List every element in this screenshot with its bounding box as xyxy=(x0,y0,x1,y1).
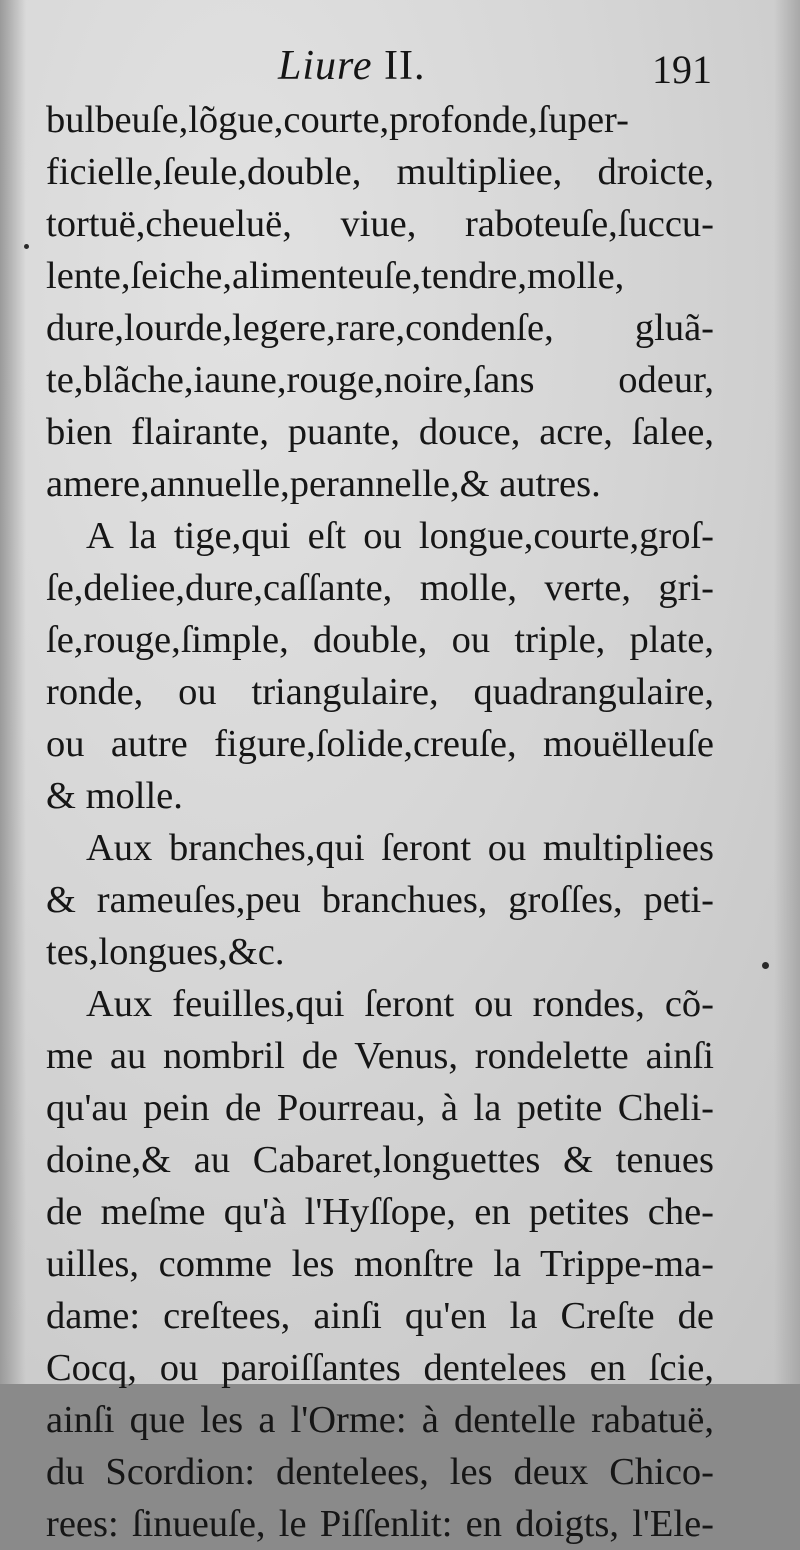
text-line: te,blãche,iaune,rouge,noire,ſans odeur, xyxy=(46,359,714,401)
text-line: uilles, comme les monſtre la Trippe-ma- xyxy=(46,1243,714,1285)
text-line: & molle. xyxy=(46,775,183,817)
text-line: me au nombril de Venus, rondelette ainſi xyxy=(46,1035,714,1077)
ink-spot xyxy=(24,244,29,249)
text-line: ſe,deliee,dure,caſſante, molle, verte, gri- xyxy=(46,567,714,609)
text-line: de meſme qu'à l'Hyſſope, en petites che- xyxy=(46,1191,714,1233)
text-line: Cocq, ou paroiſſantes dentelees en ſcie, xyxy=(46,1347,714,1389)
text-line: ſe,rouge,ſimple, double, ou triple, plate, xyxy=(46,619,714,661)
right-edge-shadow xyxy=(774,0,800,1384)
body-text xyxy=(46,94,714,1550)
text-line: bulbeuſe,lõgue,courte,profonde,ſuper- xyxy=(46,99,629,141)
text-line: ou autre figure,ſolide,creuſe, mouëlleuſe xyxy=(46,723,714,765)
running-head-book-prefix: Liure xyxy=(278,43,373,89)
text-line: rees: ſinueuſe, le Piſſenlit: en doigts, l'Ele- xyxy=(46,1503,714,1545)
paragraph-first-line: Aux branches,qui ſeront ou multipliees xyxy=(86,827,714,869)
text-line: tes,longues,&c. xyxy=(46,931,285,973)
text-line: & rameuſes,peu branchues, groſſes, peti- xyxy=(46,879,714,921)
paragraph-first-line: Aux feuilles,qui ſeront ou rondes, cõ- xyxy=(86,983,714,1025)
page-header xyxy=(46,42,714,92)
text-line: dame: creſtees, ainſi qu'en la Creſte de xyxy=(46,1295,714,1337)
text-line: tortuë,cheueluë, viue, raboteuſe,ſuccu- xyxy=(46,203,714,245)
text-line: amere,annuelle,perannelle,& autres. xyxy=(46,463,601,505)
running-head xyxy=(278,42,425,90)
text-line: dure,lourde,legere,rare,condenſe, gluã- xyxy=(46,307,714,349)
text-line: ficielle,ſeule,double, multipliee, droicte, xyxy=(46,151,714,193)
page-number: 191 xyxy=(652,47,712,92)
text-line: ainſi que les a l'Orme: à dentelle rabatuë, xyxy=(46,1399,714,1441)
text-line: ronde, ou triangulaire, quadrangulaire, xyxy=(46,671,714,713)
left-edge-shadow xyxy=(0,0,26,1384)
text-line: doine,& au Cabaret,longuettes & tenues xyxy=(46,1139,714,1181)
ink-spot xyxy=(762,962,769,969)
text-line: qu'au pein de Pourreau, à la petite Cheli- xyxy=(46,1087,714,1129)
text-line: du Scordion: dentelees, les deux Chico- xyxy=(46,1451,714,1493)
text-line: lente,ſeiche,alimenteuſe,tendre,molle, xyxy=(46,255,625,297)
paragraph-first-line: A la tige,qui eſt ou longue,courte,groſ- xyxy=(86,515,714,557)
running-head-book-number: II. xyxy=(383,43,426,89)
text-line: bien flairante, puante, douce, acre, ſalee, xyxy=(46,411,714,453)
